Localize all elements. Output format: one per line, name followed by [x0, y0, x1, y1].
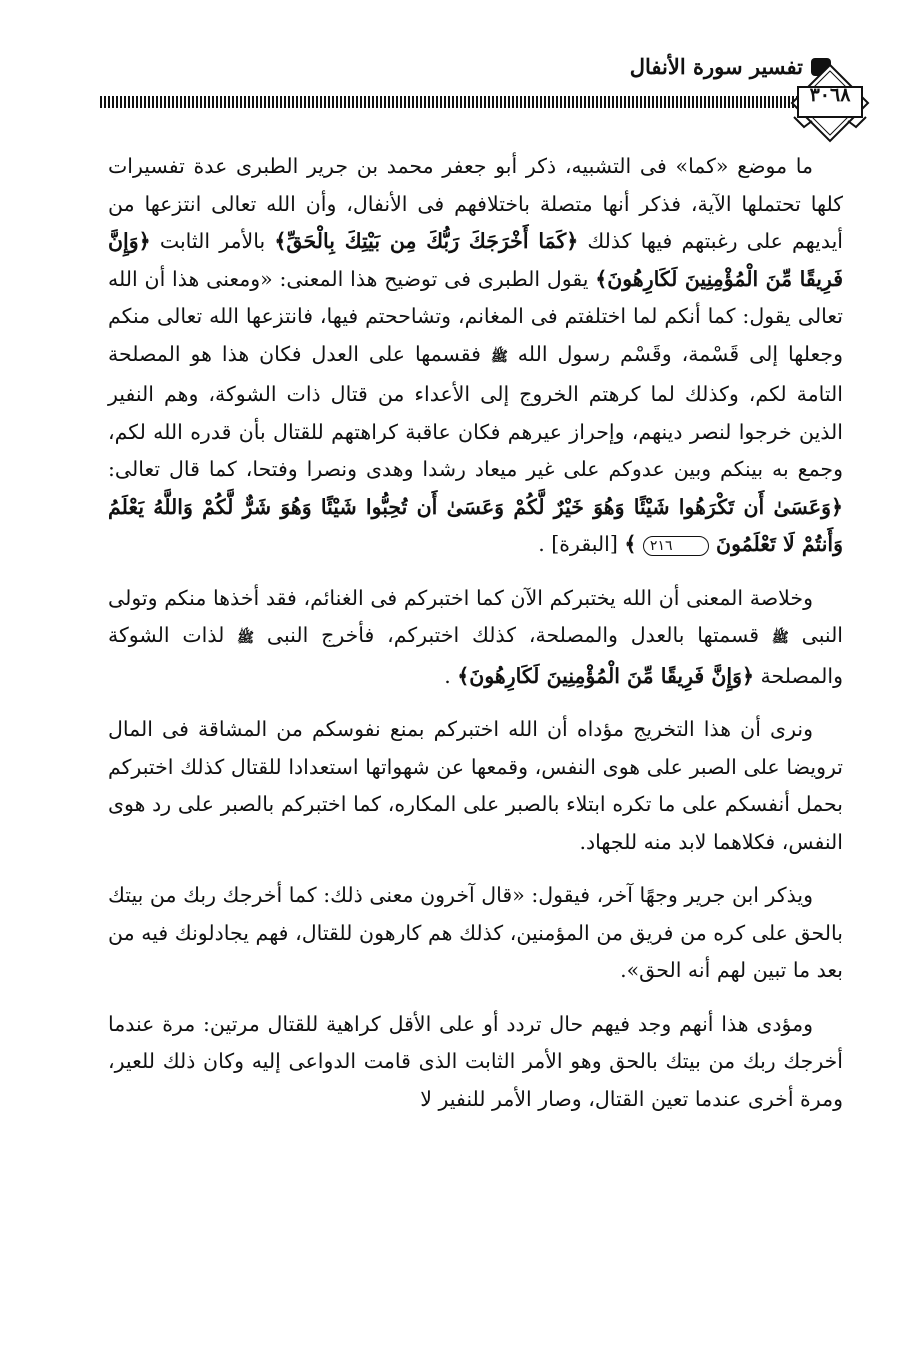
p1-text-2: بالأمر الثابت [150, 229, 275, 253]
quran-verse-3-close: ﴾ [624, 532, 637, 556]
p1-text-4: فقسمها على العدل فكان هذا هو المصلحة التامة لكم، وكذلك لما كرهتم الخروج إلى الأعداء من قتال ذات الشوكة، وهم النفير الذين خرجوا لنصر دينهم، وإحراز عيرهم فكان عاقبة كراهتهم للقتال بأن قدره الله لكم، وجمع به بينكم وبين عدوكم على غير ميعاد رشدا وهدى ونصرا وفتحا، كما قال تعالى: [108, 341, 843, 481]
salutation-symbol: ﷺ [771, 630, 789, 646]
quran-verse-3: ﴿وَعَسَىٰ أَن تَكْرَهُوا شَيْئًا وَهُوَ خَيْرٌ لَّكُمْ وَعَسَىٰ أَن تُحِبُّوا شَيْئًا وَهُوَ شَرٌّ لَّكُمْ وَاللَّهُ يَعْلَمُ وَأَنتُمْ لَا تَعْلَمُونَ [108, 494, 843, 556]
quran-verse-4: ﴿وَإِنَّ فَرِيقًا مِّنَ الْمُؤْمِنِينَ لَكَارِهُونَ﴾ [457, 663, 754, 688]
p1-text-3: يقول الطبرى فى توضيح هذا المعنى: «ومعنى هذا أن الله تعالى يقول: كما أنكم لما اختلفتم فى المغانم، وتشاححتم فيها، فانتزعها الله تعالى منكم وجعلها إلى قَسْمة، وقَسْم رسول الله [108, 266, 843, 366]
p2-text-2: قسمتها بالعدل والمصلحة، كذلك اختبركم، فأخرج النبى [254, 623, 772, 647]
p1-surah-ref: [البقرة] . [538, 532, 625, 556]
p2-text-3: لذات الشوكة والمصلحة [108, 623, 843, 688]
ayah-number-mark: ٢١٦ [643, 536, 710, 556]
chapter-title: تفسير سورة الأنفال [629, 54, 803, 79]
paragraph-2 [108, 580, 843, 696]
p1-text-1: ما موضع «كما» فى التشبيه، ذكر أبو جعفر محمد بن جرير الطبرى عدة تفسيرات كلها تحتملها الآية، فذكر أنها متصلة باختلافهم فى الأنفال، وأن الله تعالى انتزعها من أيديهم على رغبتهم فيها كذلك [108, 154, 843, 253]
paragraph-3: ونرى أن هذا التخريج مؤداه أن الله اختبركم بمنع نفوسكم من المشاقة فى المال ترويضا على الصبر على هوى النفس، وقمعها عن شهواتها استعدادا للقتال كذلك اختبركم بحمل أنفسكم على ما تكره ابتلاء بالصبر على المكاره، كما اختبركم بالصبر على رد هوى النفس، فكلاهما لابد منه للجهاد. [108, 717, 843, 854]
p2-text-1: وخلاصة المعنى أن الله يختبركم الآن كما اختبركم فى الغنائم، فقد أخذها منكم وتولى النبى [108, 585, 844, 647]
quran-verse-2: ﴿وَإِنَّ فَرِيقًا مِّنَ الْمُؤْمِنِينَ لَكَارِهُونَ﴾ [108, 229, 844, 291]
page-number-badge [790, 63, 870, 143]
salutation-symbol: ﷺ [237, 630, 255, 646]
paragraph-5: ومؤدى هذا أنهم وجد فيهم حال تردد أو على الأقل كراهية للقتال مرتين: مرة عندما أخرجك ربك من بيتك بالحق وهو الأمر الثابت الذى قامت الدواعى إليه وكان ذلك للعير، ومرة أخرى عندما تعين القتال، وصار الأمر للنفير لا [108, 1011, 843, 1111]
header-rule [100, 96, 831, 108]
body-text [108, 148, 843, 1118]
page-number: ٣٠٦٨ [809, 84, 851, 106]
quran-verse-1: ﴿كَمَا أَخْرَجَكَ رَبُّكَ مِن بَيْتِكَ بِالْحَقِّ﴾ [274, 229, 579, 253]
paragraph-4: ويذكر ابن جرير وجهًا آخر، فيقول: «قال آخرون معنى ذلك: كما أخرجك ربك من بيتك بالحق على كره من فريق من المؤمنين، كذلك هم كارهون للقتال، فهم يجادلونك فيه من بعد ما تبين لهم أنه الحق». [108, 883, 843, 982]
paragraph-1 [108, 148, 843, 564]
p2-text-4: . [444, 663, 458, 688]
salutation-symbol: ﷺ [490, 348, 508, 365]
